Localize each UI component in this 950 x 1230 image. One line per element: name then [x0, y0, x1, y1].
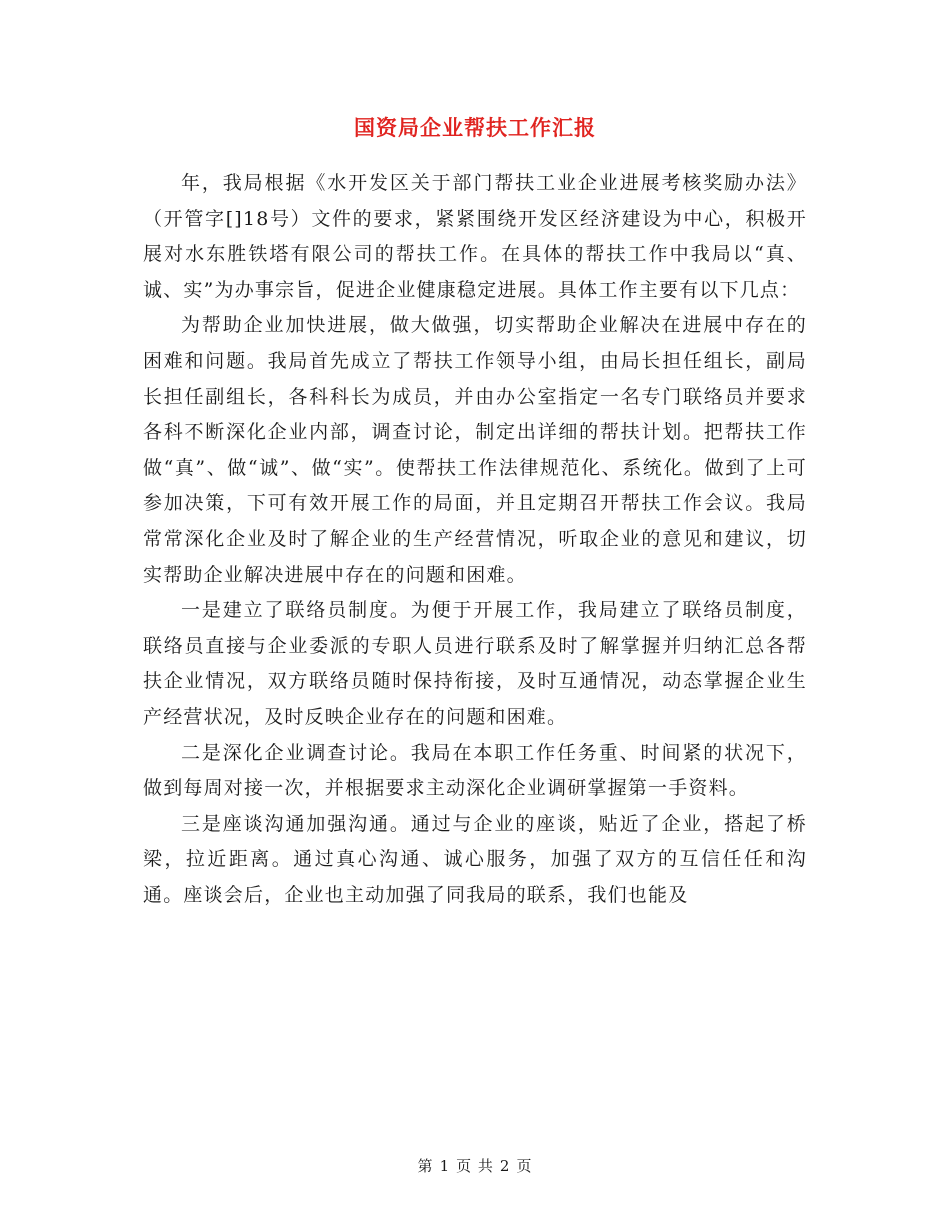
document-body [143, 166, 807, 913]
footer-suffix: 页 [516, 1157, 533, 1175]
document-title: 国资局企业帮扶工作汇报 [354, 116, 596, 140]
paragraph-research: 二是深化企业调查讨论。我局在本职工作任务重、时间紧的状况下，做到每周对接一次，并根据要求主动深化企业调研掌握第一手资料。 [143, 741, 807, 800]
footer-mid: 页 共 [456, 1157, 494, 1175]
page-footer [0, 1155, 950, 1176]
paragraph-leadership: 为帮助企业加快进展，做大做强，切实帮助企业解决在进展中存在的困难和问题。我局首先成立了帮扶工作领导小组，由局长担任组长，副局长担任副组长，各科科长为成员，并由办公室指定一名专门联络员并要求各科不断深化企业内部，调查讨论，制定出详细的帮扶计划。把帮扶工作做“真”、做“诚”、做“实”。使帮扶工作法律规范化、系统化。做到了上可参加决策，下可有效开展工作的局面，并且定期召开帮扶工作会议。我局常常深化企业及时了解企业的生产经营情况，听取企业的意见和建议，切实帮助企业解决进展中存在的问题和困难。 [143, 314, 807, 586]
footer-prefix: 第 [417, 1157, 434, 1175]
total-pages-number: 2 [499, 1157, 511, 1175]
paragraph-communication: 三是座谈沟通加强沟通。通过与企业的座谈，贴近了企业，搭起了桥梁，拉近距离。通过真心沟通、诚心服务，加强了双方的互信任任和沟通。座谈会后，企业也主动加强了同我局的联系，我们也能及 [143, 812, 807, 906]
paragraph-intro: 年，我局根据《水开发区关于部门帮扶工业企业进展考核奖励办法》（开管字[]18号）文件的要求，紧紧围绕开发区经济建设为中心，积极开展对水东胜铁塔有限公司的帮扶工作。在具体的帮扶工作中我局以“真、诚、实”为办事宗旨，促进企业健康稳定进展。具体工作主要有以下几点： [143, 172, 807, 301]
current-page-number: 1 [439, 1157, 451, 1175]
paragraph-liaison: 一是建立了联络员制度。为便于开展工作，我局建立了联络员制度，联络员直接与企业委派的专职人员进行联系及时了解掌握并归纳汇总各帮扶企业情况，双方联络员随时保持衔接，及时互通情况，动态掌握企业生产经营状况，及时反映企业存在的问题和困难。 [143, 599, 807, 728]
